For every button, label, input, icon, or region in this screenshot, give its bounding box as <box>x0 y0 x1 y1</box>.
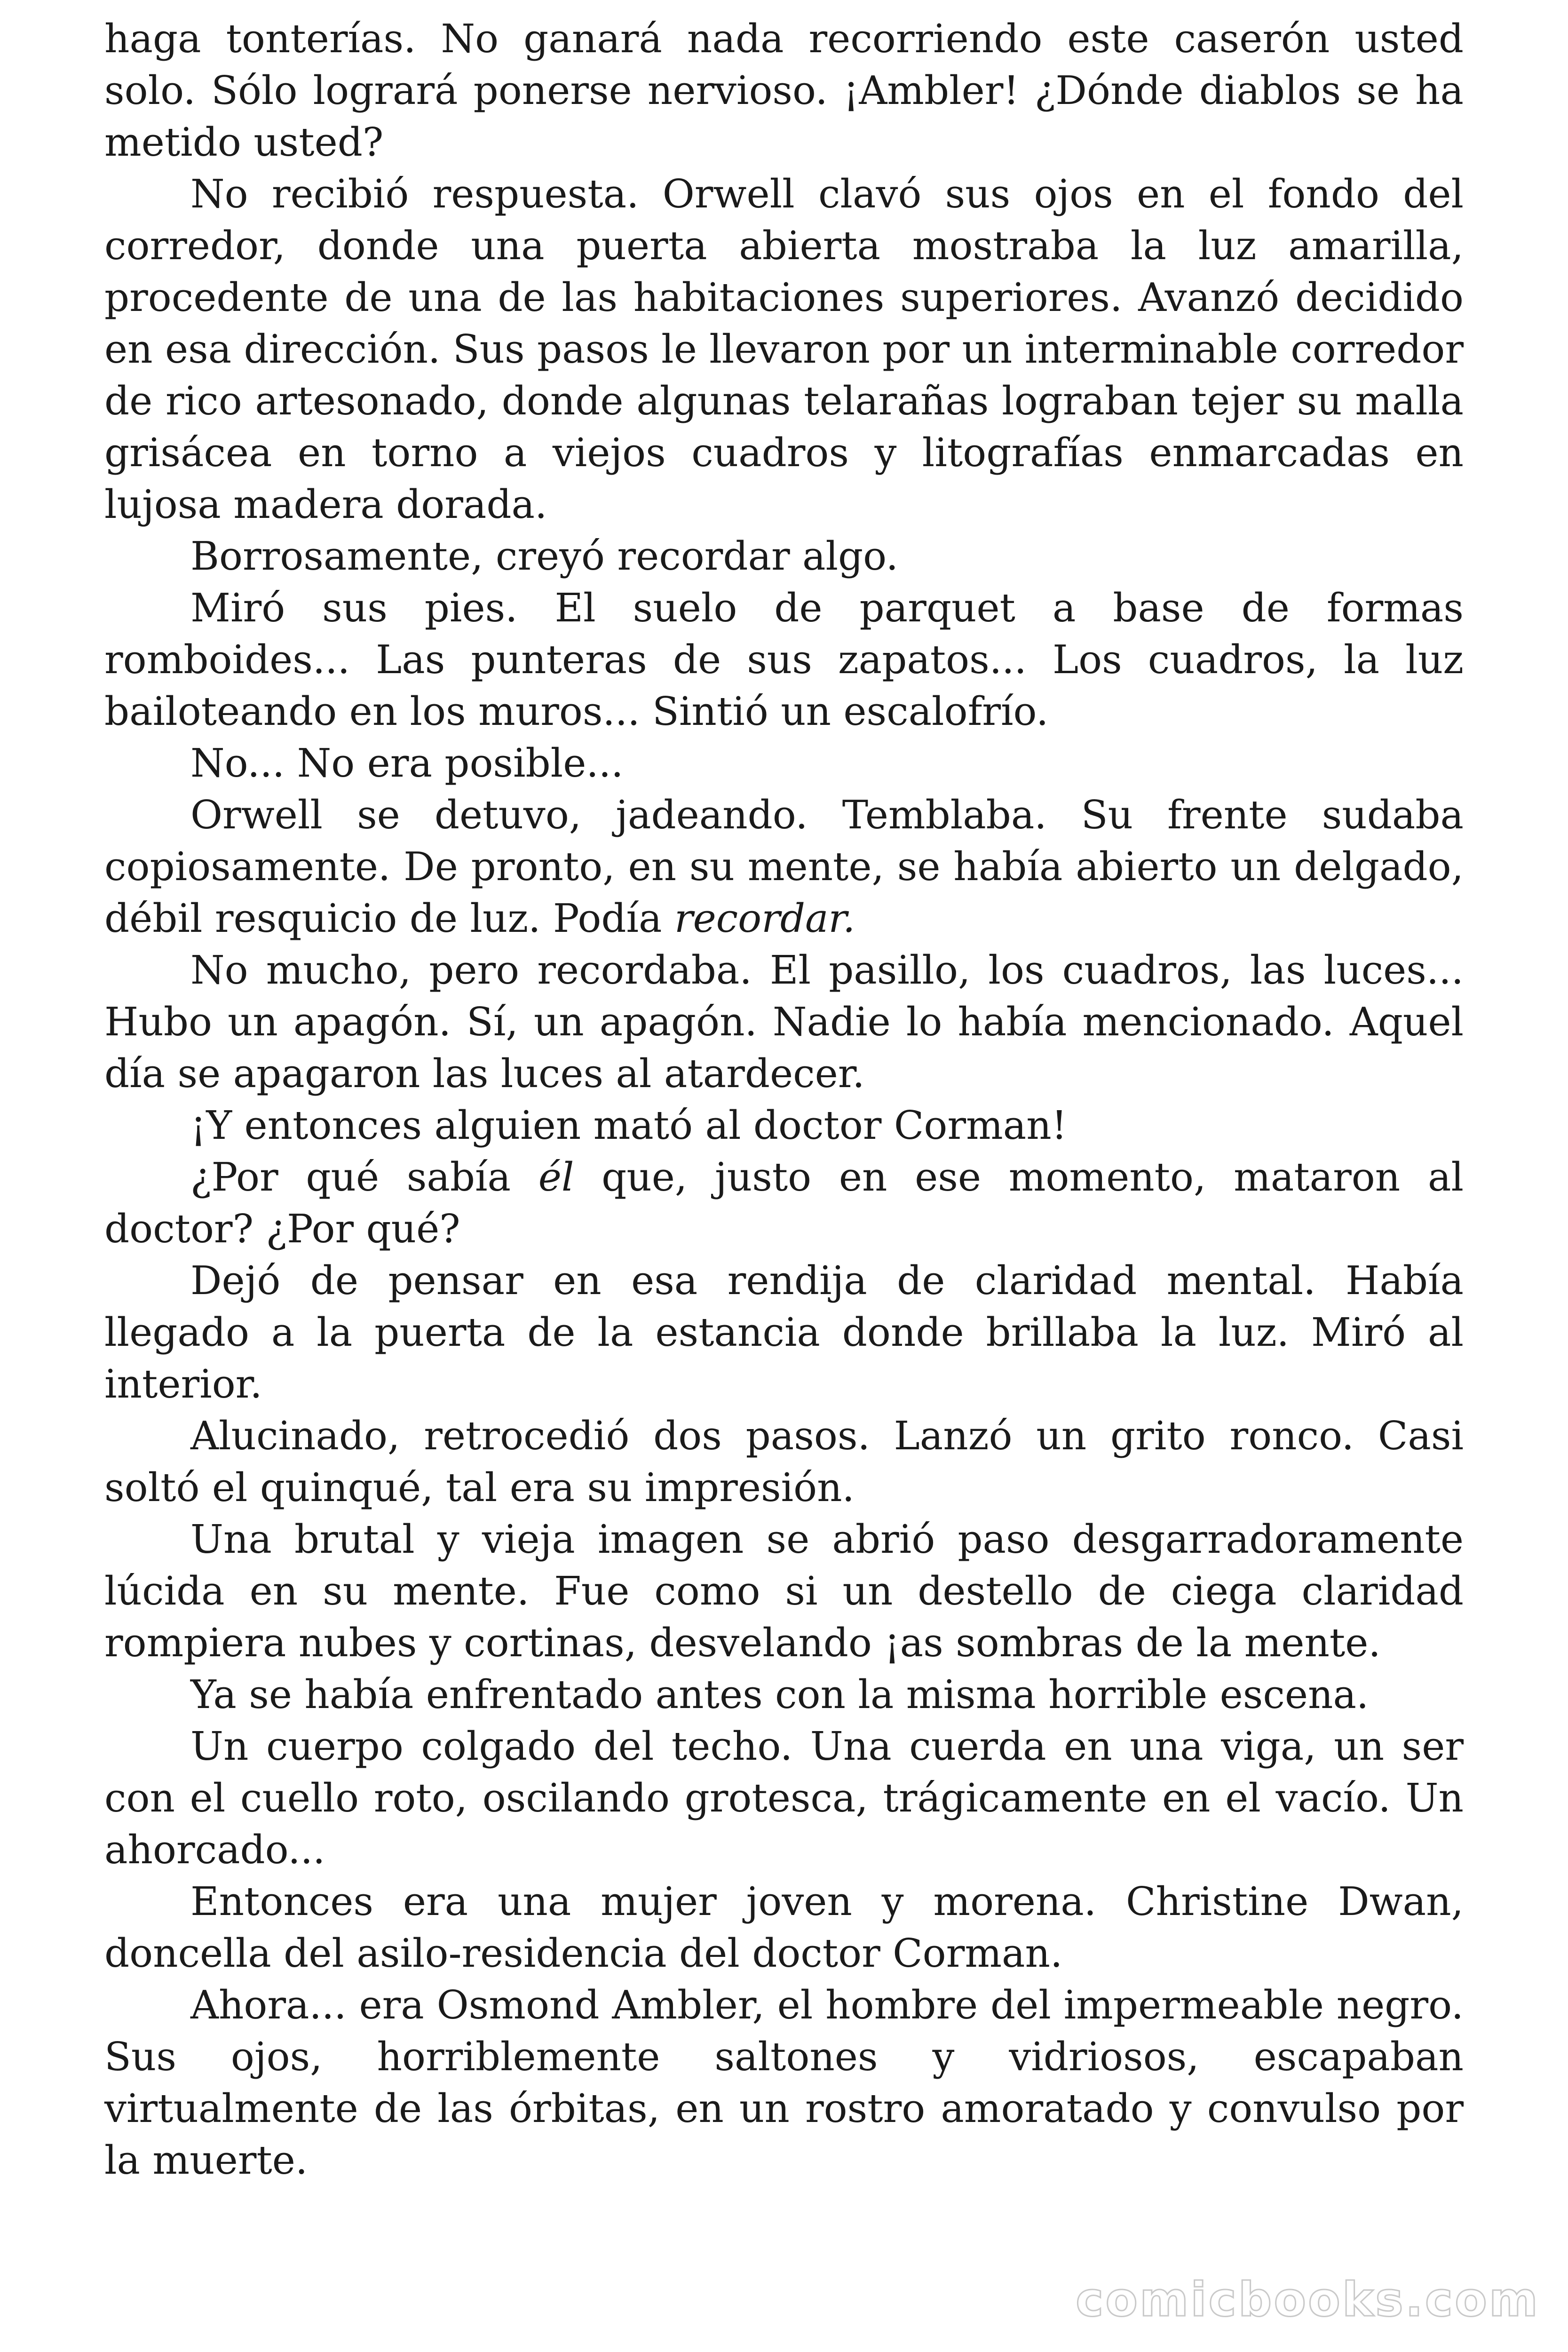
paragraph-1: haga tonterías. No ganará nada recorriendo este caserón usted solo. Sólo logrará ponerse nervioso. ¡Ambler! ¿Dónde diablos se ha metido usted? <box>104 16 1464 165</box>
paragraph-10: Dejó de pensar en esa rendija de claridad mental. Había llegado a la puerta de la estancia donde brillaba la luz. Miró al interior. <box>104 1258 1464 1407</box>
paragraph-2: No recibió respuesta. Orwell clavó sus ojos en el fondo del corredor, donde una puerta abierta mostraba la luz amarilla, procedente de una de las habitaciones superiores. Avanzó decidido en esa dirección. Sus pasos le llevaron por un interminable corredor de rico artesonado, donde algunas telarañas lograban tejer su malla grisácea en torno a viejos cuadros y litografías enmarcadas en lujosa madera dorada. <box>104 171 1464 527</box>
paragraph-12: Una brutal y vieja imagen se abrió paso desgarradoramente lúcida en su mente. Fue como si un destello de ciega claridad rompiera nubes y cortinas, desvelando ¡as sombras de la mente. <box>104 1517 1464 1666</box>
paragraph-14: Un cuerpo colgado del techo. Una cuerda en una viga, un ser con el cuello roto, oscilando grotesca, trágicamente en el vacío. Un ahorcado... <box>104 1724 1464 1873</box>
paragraph-13: Ya se había enfrentado antes con la misma horrible escena. <box>190 1672 1369 1717</box>
paragraph-9: ¿Por qué sabía él que, justo en ese momento, mataron al doctor? ¿Por qué? <box>104 1154 1464 1252</box>
paragraph-11: Alucinado, retrocedió dos pasos. Lanzó un grito ronco. Casi soltó el quinqué, tal era su impresión. <box>104 1413 1464 1510</box>
paragraph-6: Orwell se detuvo, jadeando. Temblaba. Su frente sudaba copiosamente. De pronto, en su mente, se había abierto un delgado, débil resquicio de luz. Podía recordar. <box>104 792 1464 941</box>
paragraph-4: Miró sus pies. El suelo de parquet a base de formas romboides... Las punteras de sus zapatos... Los cuadros, la luz bailoteando en los muros... Sintió un escalofrío. <box>104 585 1464 734</box>
site-watermark: comicbooks.com <box>1076 2272 1540 2327</box>
paragraph-5: No... No era posible... <box>190 740 624 786</box>
paragraph-8: ¡Y entonces alguien mató al doctor Corman! <box>190 1103 1068 1148</box>
italic-word: recordar. <box>674 896 855 941</box>
paragraph-16: Ahora... era Osmond Ambler, el hombre del impermeable negro. Sus ojos, horriblemente saltones y vidriosos, escapaban virtualmente de las órbitas, en un rostro amoratado y convulso por la muerte. <box>104 1982 1464 2183</box>
body-text <box>104 13 1464 2186</box>
paragraph-3: Borrosamente, creyó recordar algo. <box>190 533 899 579</box>
italic-word: él <box>538 1154 574 1200</box>
paragraph-15: Entonces era una mujer joven y morena. Christine Dwan, doncella del asilo-residencia del doctor Corman. <box>104 1879 1464 1976</box>
paragraph-7: No mucho, pero recordaba. El pasillo, los cuadros, las luces... Hubo un apagón. Sí, un apagón. Nadie lo había mencionado. Aquel día se apagaron las luces al atardecer. <box>104 947 1464 1097</box>
